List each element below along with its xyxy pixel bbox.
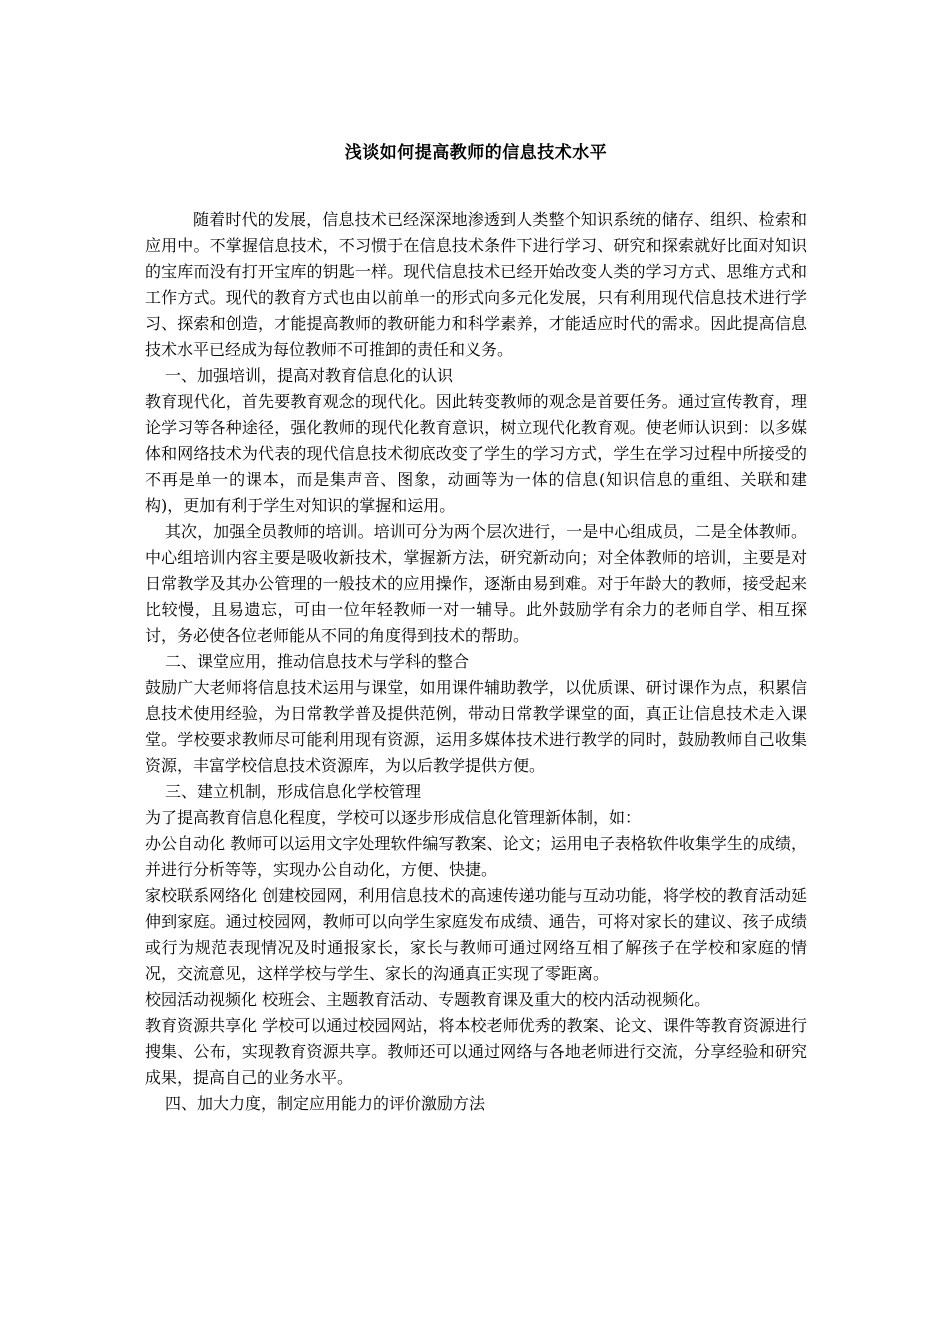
section-heading-2: 二、课堂应用，推动信息技术与学科的整合 [165,652,470,671]
paragraph: 鼓励广大老师将信息技术运用与课堂，如用课件辅助教学，以优质课、研讨课作为点，积累信息技术使用经验，为日常教学普及提供范例，带动日常教学课堂的面，真正让信息技术走入课堂。学校要求教师尽可能利用现有资源，运用多媒体技术进行教学的同时，鼓励教师自己收集资源，丰富学校信息技术资源库，为以后教学提供方便。 [145,678,807,775]
paragraph: 校园活动视频化 校班会、主题教育活动、专题教育课及重大的校内活动视频化。 [145,990,711,1009]
paragraph: 教育现代化，首先要教育观念的现代化。因此转变教师的观念是首要任务。通过宣传教育，理论学习等各种途径，强化教师的现代化教育意识，树立现代化教育观。使老师认识到：以多媒体和网络技术为代表的现代信息技术彻底改变了学生的学习方式，学生在学习过程中所接受的不再是单一的课本，而是集声音、图象，动画等为一体的信息(知识信息的重组、关联和建构)，更加有利于学生对知识的掌握和运用。 [145,392,807,515]
paragraph: 为了提高教育信息化程度，学校可以逐步形成信息化管理新体制，如： [145,808,642,827]
section-heading-3: 三、建立机制，形成信息化学校管理 [165,782,422,801]
document-body [145,207,807,1117]
document-page [145,130,807,1117]
paragraph: 其次，加强全员教师的培训。培训可分为两个层次进行，一是中心组成员，二是全体教师。中心组培训内容主要是吸收新技术，掌握新方法，研究新动向；对全体教师的培训，主要是对日常教学及其办公管理的一般技术的应用操作，逐渐由易到难。对于年龄大的教师，接受起来比较慢，且易遗忘，可由一位年轻教师一对一辅导。此外鼓励学有余力的老师自学、相互探讨，务必使各位老师能从不同的角度得到技术的帮助。 [145,522,807,645]
paragraph: 教育资源共享化 学校可以通过校园网站，将本校老师优秀的教案、论文、课件等教育资源进行搜集、公布，实现教育资源共享。教师还可以通过网络与各地老师进行交流，分享经验和研究成果，提高自己的业务水平。 [145,1016,807,1087]
paragraph-intro: 随着时代的发展，信息技术已经深深地渗透到人类整个知识系统的储存、组织、检索和应用中。不掌握信息技术，不习惯于在信息技术条件下进行学习、研究和探索就好比面对知识的宝库而没有打开宝库的钥匙一样。现代信息技术已经开始改变人类的学习方式、思维方式和工作方式。现代的教育方式也由以前单一的形式向多元化发展，只有利用现代信息技术进行学习、探索和创造，才能提高教师的教研能力和科学素养，才能适应时代的需求。因此提高信息技术水平已经成为每位教师不可推卸的责任和义务。 [145,210,807,359]
section-heading-4: 四、加大力度，制定应用能力的评价激励方法 [165,1094,486,1113]
paragraph: 家校联系网络化 创建校园网，利用信息技术的高速传递功能与互动功能，将学校的教育活动延伸到家庭。通过校园网，教师可以向学生家庭发布成绩、通告，可将对家长的建议、孩子成绩或行为规范表现情况及时通报家长，家长与教师可通过网络互相了解孩子在学校和家庭的情况，交流意见，这样学校与学生、家长的沟通真正实现了零距离。 [145,886,807,983]
document-title: 浅谈如何提高教师的信息技术水平 [344,143,608,163]
paragraph: 办公自动化 教师可以运用文字处理软件编写教案、论文；运用电子表格软件收集学生的成绩，并进行分析等等，实现办公自动化，方便、快捷。 [145,834,807,879]
section-heading-1: 一、加强培训，提高对教育信息化的认识 [165,366,454,385]
